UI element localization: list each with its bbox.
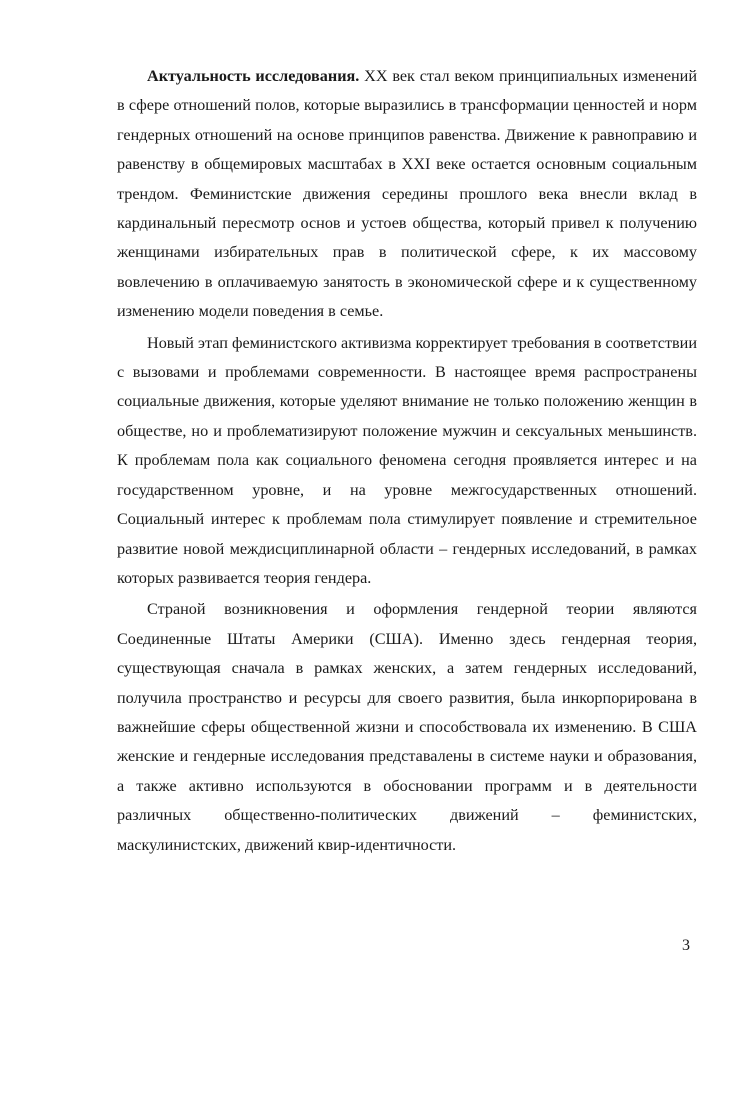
- paragraph-text: Новый этап феминистского активизма корректирует требования в соответствии с вызовами и проблемами современности. В настоящее время распространены социальные движения, которые уделяют внимание не только положению женщин в обществе, но и проблематизируют положение мужчин и сексуальных меньшинств. К проблемам пола как социального феномена сегодня проявляется интерес и на государственном уровне, и на уровне межгосударственных отношений. Социальный интерес к проблемам пола стимулирует появление и стремительное развитие новой междисциплинарной области – гендерных исследований, в рамках которых развивается теория гендера.: [117, 333, 697, 587]
- paragraph-text: Страной возникновения и оформления гендерной теории являются Соединенные Штаты Америки (США). Именно здесь гендерная теория, существующая сначала в рамках женских, а затем гендерных исследований, получила пространство и ресурсы для своего развития, была инкорпорирована в важнейшие сферы общественной жизни и способствовала их изменению. В США женские и гендерные исследования представалены в системе науки и образования, а также активно используются в обосновании программ и в деятельности различных общественно-политических движений – феминистских, маскулинистских, движений квир-идентичности.: [117, 600, 697, 854]
- paragraph-lead-heading: Актуальность исследования.: [147, 67, 360, 85]
- paragraph-relevance: [117, 62, 697, 327]
- paragraph-new-stage: [117, 329, 697, 594]
- paragraph-text: XX век стал веком принципиальных изменений в сфере отношений полов, которые выразились в трансформации ценностей и норм гендерных отношений на основе принципов равенства. Движение к равноправию и равенству в общемировых масштабах в XXI веке остается основным социальным трендом. Феминистские движения середины прошлого века внесли вклад в кардинальный пересмотр основ и устоев общества, который привел к получению женщинами избирательных прав в политической сфере, к их массовому вовлечению в оплачиваемую занятость в экономической сфере и к существенному изменению модели поведения в семье.: [117, 67, 698, 321]
- page-number: 3: [682, 937, 690, 954]
- body-text: [117, 62, 697, 860]
- paragraph-usa-origin: [117, 595, 697, 860]
